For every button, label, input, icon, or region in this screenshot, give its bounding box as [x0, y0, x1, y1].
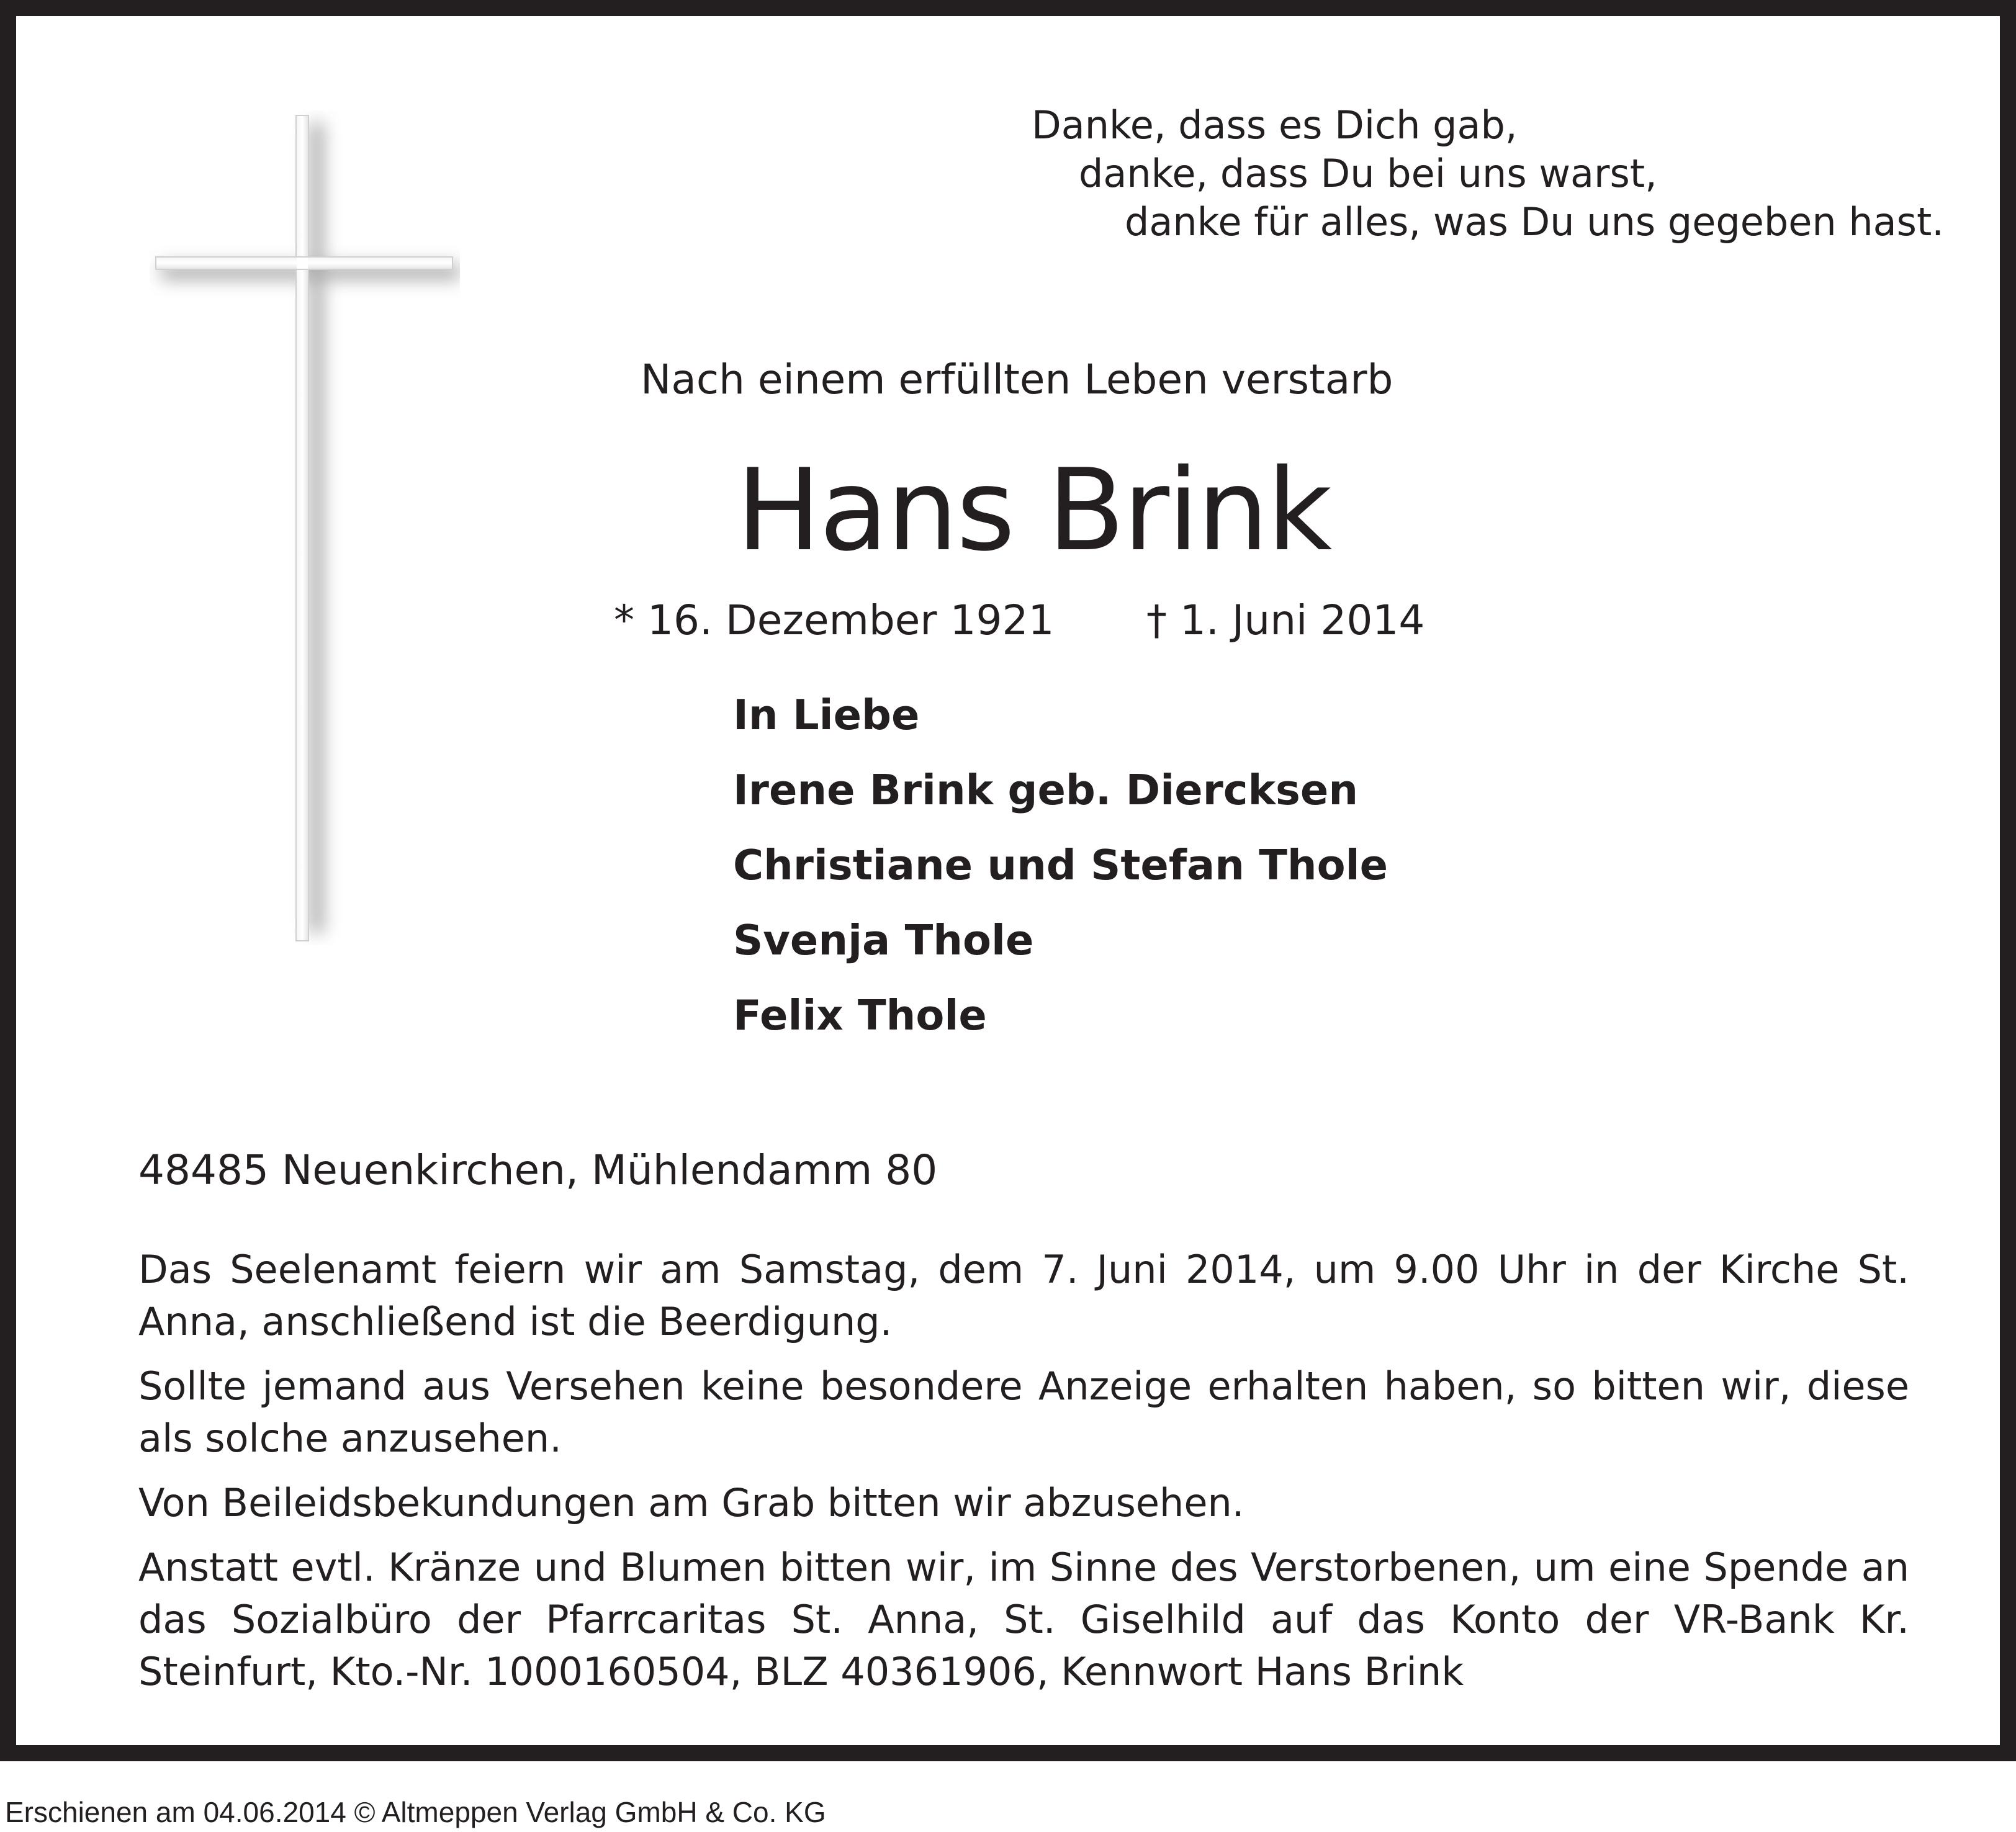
- birth-date: * 16. Dezember 1921: [614, 596, 1055, 644]
- notice-paragraph: Sollte jemand aus Versehen keine besondere Anzeige erhalten haben, so bitten wir, diese als solche anzusehen.: [138, 1363, 1909, 1461]
- poem-line: Danke, dass es Dich gab,: [1032, 102, 1518, 148]
- cross-icon: [150, 110, 460, 945]
- poem-line: danke für alles, was Du uns gegeben hast.: [1125, 199, 1944, 245]
- mourner-line: Felix Thole: [733, 991, 987, 1039]
- mourner-line: In Liebe: [733, 691, 920, 739]
- mourner-line: Irene Brink geb. Diercksen: [733, 766, 1359, 814]
- mourner-line: Christiane und Stefan Thole: [733, 841, 1388, 889]
- mourner-line: Svenja Thole: [733, 916, 1034, 964]
- deceased-name: Hans Brink: [736, 444, 1331, 576]
- funeral-paragraph: Das Seelenamt feiern wir am Samstag, dem 7. Juni 2014, um 9.00 Uhr in der Kirche St. Anna, anschließend ist die Beerdigung.: [138, 1247, 1909, 1344]
- condolence-paragraph: Von Beileidsbekundungen am Grab bitten wir abzusehen.: [138, 1480, 1244, 1525]
- death-date: † 1. Juni 2014: [1146, 596, 1425, 644]
- donation-paragraph: Anstatt evtl. Kränze und Blumen bitten wir, im Sinne des Verstorbenen, um eine Spende an das Sozialbüro der Pfarrcaritas St. Anna, St. Giselhild auf das Konto der VR-Bank Kr. Steinfurt, Kto.-Nr. 1000160504, BLZ 40361906, Kennwort Hans Brink: [138, 1545, 1909, 1694]
- intro-text: Nach einem erfüllten Leben verstarb: [641, 356, 1393, 403]
- address: 48485 Neuenkirchen, Mühlendamm 80: [138, 1146, 938, 1194]
- poem-line: danke, dass Du bei uns warst,: [1079, 151, 1657, 196]
- publication-note: Erschienen am 04.06.2014 © Altmeppen Verlag GmbH & Co. KG: [5, 1796, 826, 1828]
